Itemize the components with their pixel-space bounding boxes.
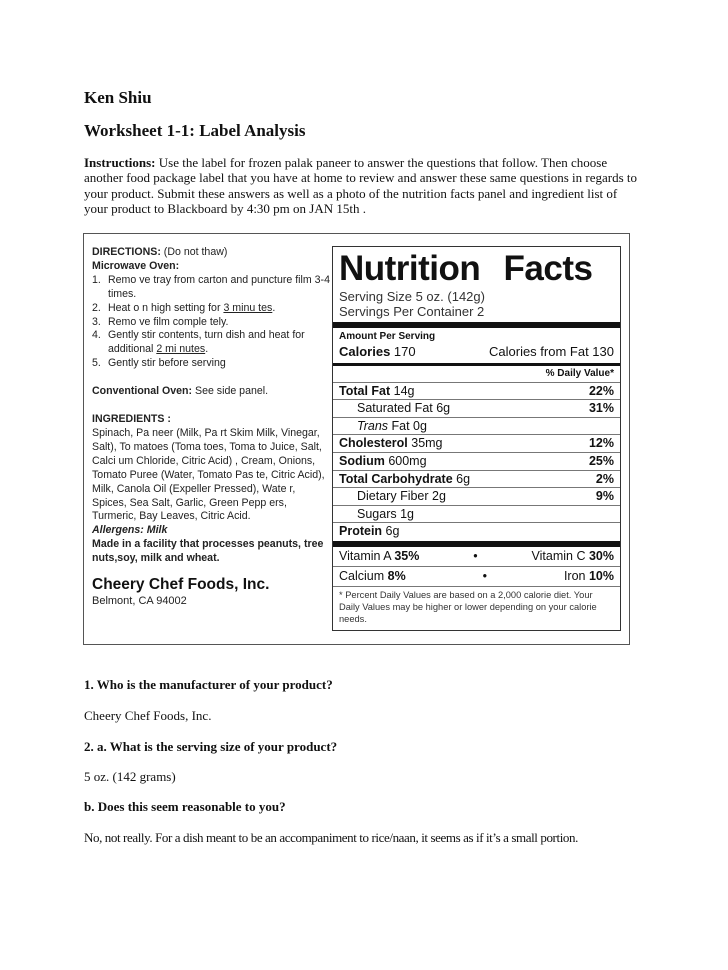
step-number: 2.	[92, 301, 101, 314]
nutrient-row-dietary-fiber	[333, 488, 620, 506]
nutrient-row-trans-fat	[333, 418, 620, 436]
nutrient-pct: 25%	[588, 453, 614, 468]
nutrition-facts-title: Nutrition Facts	[339, 249, 593, 288]
instructions	[84, 155, 644, 216]
nutrient-row-sugars	[333, 506, 620, 524]
step-punct: .	[272, 301, 276, 314]
serving-size: Serving Size 5 oz. (142g)	[339, 289, 485, 304]
nutrient-pct: 9%	[595, 489, 614, 504]
microwave-steps	[92, 274, 332, 371]
step-text: Remo ve tray from carton and puncture film 3-4 times.	[108, 273, 330, 300]
calories-row	[333, 343, 620, 361]
nutrient-label: Total Fat	[339, 383, 391, 398]
daily-value-footnote: * Percent Daily Values are based on a 2,000 calorie diet. Your Daily Values may be higher or lower depending on your calorie needs.	[339, 589, 597, 624]
calories-value: 170	[390, 344, 416, 359]
nutrient-amount: 2g	[428, 489, 446, 504]
conventional-text: See side panel.	[192, 385, 269, 398]
nutrient-row-protein	[333, 523, 620, 541]
step-item	[92, 357, 332, 371]
nutrient-label: Total Carbohydrate	[339, 471, 453, 486]
nutrient-row-saturated-fat	[333, 400, 620, 418]
ingredients-list: Spinach, Pa neer (Milk, Pa rt Skim Milk, Vinegar, Salt), To matoes (Toma toes, Toma to Juice, Salt, Calci um Chloride, Citric Acid) , Cream, Onions, Tomato Puree (Water, Tomato Pas te, Citric Acid), Milk, Canola Oil (Expeller Pressed), Wate r, Spices, Sea Salt, Garlic, Green Pepp ers, Turmeric, Bay Leaves, Citric Acid.	[92, 426, 325, 523]
mineral-label: Iron	[563, 568, 589, 583]
answer-2b: No, not really. For a dish meant to be an accompaniment to rice/naan, it seems as if it’s a small portion.	[84, 830, 578, 845]
nutrient-amount: 6g	[382, 524, 400, 539]
nutrient-amount: 35mg	[407, 436, 443, 451]
nutrient-amount: Fat 0g	[388, 418, 427, 433]
step-time: 2 mi nutes	[156, 343, 206, 356]
answer-2a: 5 oz. (142 grams)	[84, 769, 176, 784]
step-item	[92, 274, 332, 302]
instructions-label: Instructions:	[84, 155, 156, 170]
nutrient-amount: 6g	[432, 401, 451, 416]
mineral-pct: 8%	[387, 568, 406, 583]
bullet-separator: •	[482, 568, 488, 583]
nutrition-facts-panel	[332, 246, 621, 631]
servings-per-container: Servings Per Container 2	[339, 304, 485, 319]
allergens: Allergens: Milk	[92, 524, 168, 537]
mineral-label: Calcium	[339, 568, 388, 583]
facility-warning: Made in a facility that processes peanuts, tree nuts,soy, milk and wheat.	[92, 538, 324, 565]
nutrient-pct: 22%	[588, 383, 614, 398]
conventional-oven	[92, 385, 332, 399]
nutrient-amount: 600mg	[384, 453, 427, 468]
step-item	[92, 302, 332, 316]
brand-address: Belmont, CA 94002	[92, 595, 187, 608]
vitamin-pct: 35%	[394, 548, 420, 563]
nutrient-row-sodium	[333, 453, 620, 471]
nutrient-amount: 1g	[396, 506, 414, 521]
mineral-row	[333, 567, 620, 587]
nutrient-label: Trans	[357, 418, 389, 433]
vitamin-row	[333, 547, 620, 567]
nutrient-row-cholesterol	[333, 435, 620, 453]
microwave-heading: Microwave Oven:	[92, 259, 180, 272]
label-directions-panel	[92, 246, 332, 608]
step-number: 5.	[92, 357, 101, 370]
step-text: Heat o n high setting for	[108, 301, 224, 314]
nutrient-amount: 6g	[452, 471, 471, 486]
vitamin-pct: 30%	[588, 548, 614, 563]
question-2a: 2. a. What is the serving size of your product?	[84, 739, 338, 754]
step-item	[92, 329, 332, 357]
vitamin-label: Vitamin C	[531, 548, 589, 563]
nutrient-label: Saturated Fat	[357, 401, 433, 416]
nutrient-pct: 31%	[588, 401, 614, 416]
brand-name: Cheery Chef Foods, Inc.	[92, 576, 270, 594]
directions-note: (Do not thaw)	[160, 246, 228, 258]
nutrient-label: Protein	[339, 524, 383, 539]
step-number: 1.	[92, 273, 101, 286]
step-item	[92, 316, 332, 330]
step-punct: .	[205, 343, 209, 356]
directions-label: DIRECTIONS:	[92, 246, 161, 258]
step-text: Remo ve film comple tely.	[108, 315, 229, 328]
daily-value-header: % Daily Value*	[333, 366, 620, 383]
answer-1: Cheery Chef Foods, Inc.	[84, 708, 212, 723]
step-text: Gently stir contents, turn dish and heat for additional	[108, 329, 305, 356]
nutrient-label: Cholesterol	[339, 436, 408, 451]
calories-label: Calories	[339, 344, 391, 359]
nutrient-label: Sodium	[339, 453, 385, 468]
nutrient-pct: 2%	[595, 471, 614, 486]
nutrient-row-total-carbohydrate	[333, 471, 620, 489]
vitamin-label: Vitamin A	[339, 548, 395, 563]
nutrient-label: Dietary Fiber	[357, 489, 429, 504]
step-number: 3.	[92, 315, 101, 328]
worksheet-title: Worksheet 1-1: Label Analysis	[84, 121, 306, 140]
calories-from-fat: Calories from Fat 130	[489, 344, 614, 359]
step-time: 3 minu tes	[223, 301, 273, 314]
conventional-label: Conventional Oven:	[92, 385, 193, 398]
directions-heading	[92, 246, 332, 260]
instructions-text: Use the label for frozen palak paneer to answer the questions that follow. Then choose another food package label that you have at home to review and answer these same questions in regards to your product. Submit these answers as well as a photo of the nutrition facts panel and ingredient list of your product to Blackboard by 4:30 pm on JAN 15th .	[84, 155, 638, 216]
nutrient-amount: 14g	[390, 383, 415, 398]
nutrient-label: Sugars	[357, 506, 397, 521]
ingredients-heading: INGREDIENTS :	[92, 413, 171, 426]
amount-per-serving: Amount Per Serving	[339, 331, 436, 342]
bullet-separator: •	[473, 548, 478, 563]
nutrient-row-total-fat	[333, 383, 620, 401]
mineral-pct: 10%	[588, 568, 614, 583]
step-text: Gently stir before serving	[108, 357, 226, 370]
step-number: 4.	[92, 329, 101, 342]
question-2b: b. Does this seem reasonable to you?	[84, 799, 286, 814]
question-1: 1. Who is the manufacturer of your product?	[84, 677, 333, 692]
nutrient-pct: 12%	[588, 436, 614, 451]
author-name: Ken Shiu	[84, 88, 152, 107]
